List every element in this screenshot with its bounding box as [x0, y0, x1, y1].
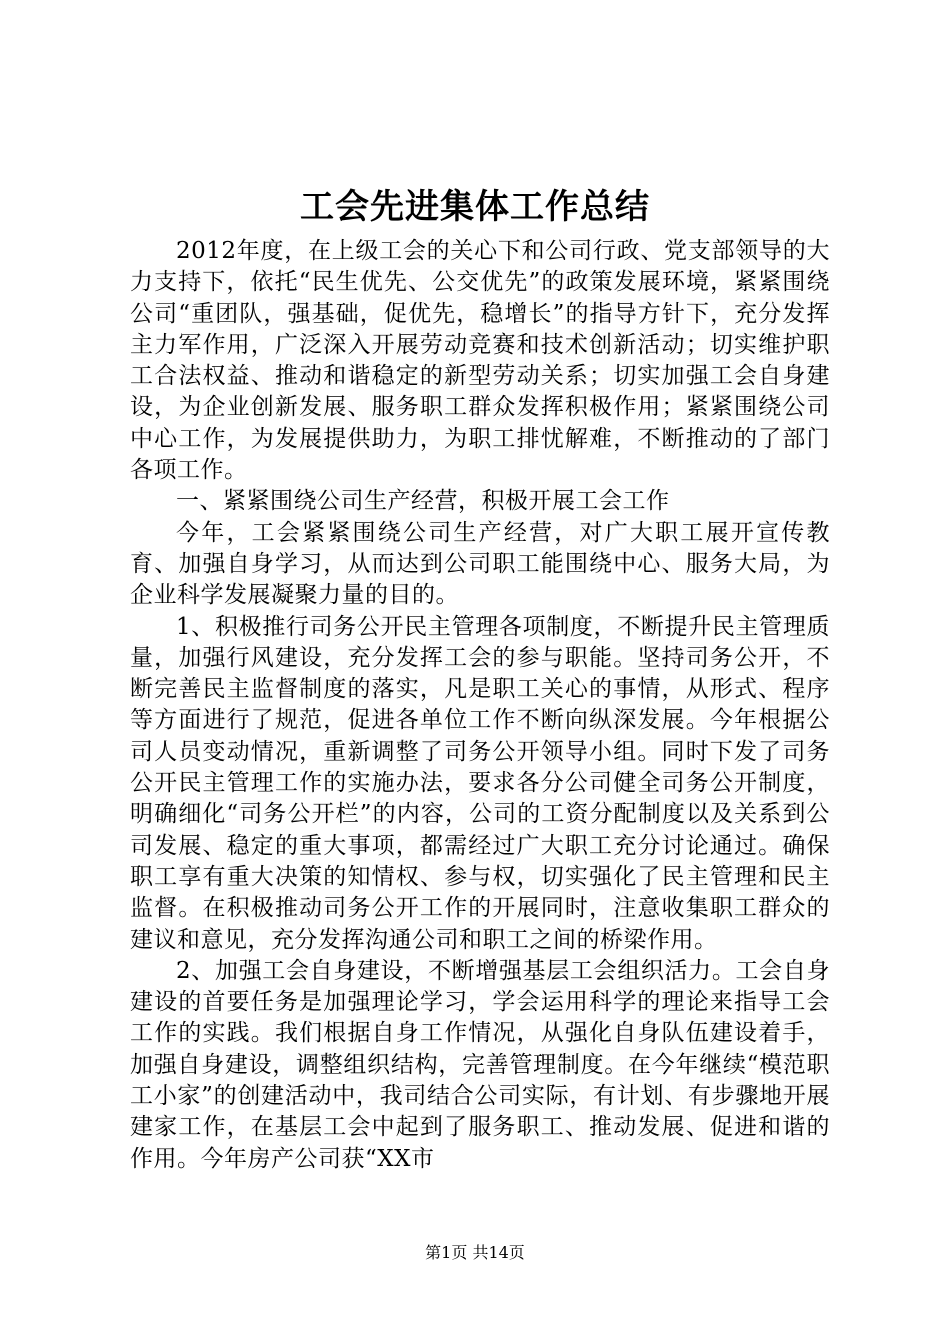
paragraph-item-2: 2、加强工会自身建设，不断增强基层工会组织活力。工会自身建设的首要任务是加强理论学习，学会运用科学的理论来指导工会工作的实践。我们根据自身工作情况，从强化自身队伍建设着手，加强自身建设，调整组织结构，完善管理制度。在今年继续“模范职工小家”的创建活动中，我司结合公司实际，有计划、有步骤地开展建家工作，在基层工会中起到了服务职工、推动发展、促进和谐的作用。今年房产公司获“XX市 — [130, 957, 830, 1172]
document-body — [130, 236, 830, 1175]
paragraph-item-1: 1、积极推行司务公开民主管理各项制度，不断提升民主管理质量，加强行风建设，充分发挥工会的参与职能。坚持司务公开，不断完善民主监督制度的落实，凡是职工关心的事情，从形式、程序等方面进行了规范，促进各单位工作不断向纵深发展。今年根据公司人员变动情况，重新调整了司务公开领导小组。同时下发了司务公开民主管理工作的实施办法，要求各分公司健全司务公开制度，明确细化“司务公开栏”的内容，公司的工资分配制度以及关系到公司发展、稳定的重大事项，都需经过广大职工充分讨论通过。确保职工享有重大决策的知情权、参与权，切实强化了民主管理和民主监督。在积极推动司务公开工作的开展同时，注意收集职工群众的建议和意见，充分发挥沟通公司和职工之间的桥梁作用。 — [130, 613, 830, 953]
section-heading-1: 一、紧紧围绕公司生产经营，积极开展工会工作 — [176, 488, 670, 515]
page-number: 第1页 共14页 — [425, 1243, 525, 1262]
document-title: 工会先进集体工作总结 — [300, 187, 650, 227]
paragraph-section-1: 今年，工会紧紧围绕公司生产经营，对广大职工展开宣传教育、加强自身学习，从而达到公司职工能围绕中心、服务大局，为企业科学发展凝聚力量的目的。 — [130, 519, 830, 609]
paragraph-intro: 2012年度，在上级工会的关心下和公司行政、党支部领导的大力支持下，依托“民生优先、公交优先”的政策发展环境，紧紧围绕公司“重团队，强基础，促优先，稳增长”的指导方针下，充分发挥主力军作用，广泛深入开展劳动竞赛和技术创新活动；切实维护职工合法权益、推动和谐稳定的新型劳动关系；切实加强工会自身建设，为企业创新发展、服务职工群众发挥积极作用；紧紧围绕公司中心工作，为发展提供助力，为职工排忧解难，不断推动的了部门各项工作。 — [130, 238, 830, 484]
